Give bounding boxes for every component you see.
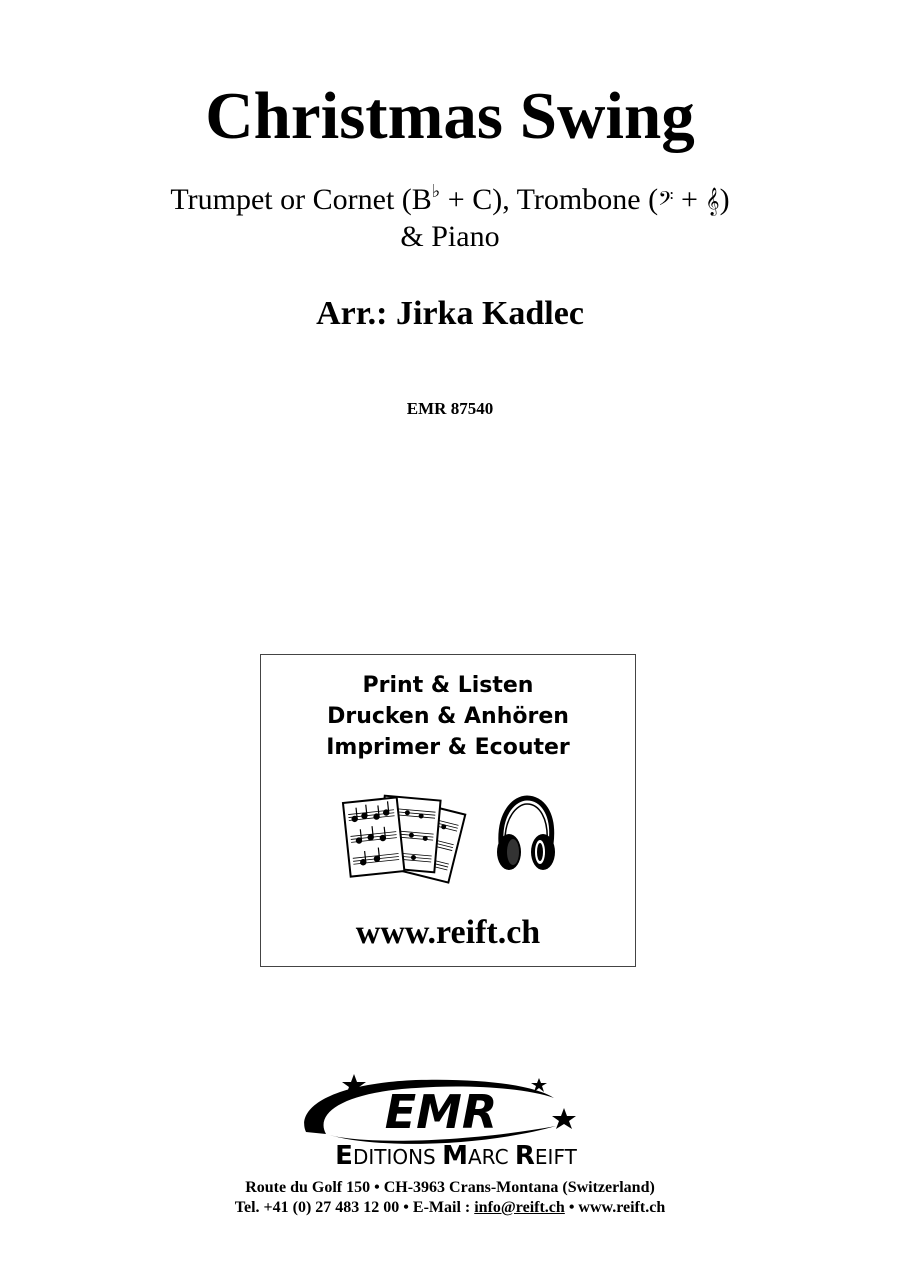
promo-box — [260, 654, 636, 967]
promo-line-french: Imprimer & Ecouter — [326, 735, 570, 760]
bass-clef-icon: 𝄢 — [658, 187, 674, 215]
instrumentation — [0, 183, 900, 254]
treble-clef-icon: 𝄞 — [705, 187, 720, 215]
contact-text: Tel. +41 (0) 27 483 12 00 • E-Mail : — [234, 1199, 475, 1216]
flat-symbol: ♭ — [431, 181, 441, 201]
plus-text: + — [673, 183, 706, 216]
catalog-number: EMR 87540 — [406, 399, 494, 418]
promo-line-english: Print & Listen — [362, 673, 534, 698]
emr-logo — [236, 1070, 676, 1170]
promo-url[interactable]: www.reift.ch — [355, 914, 541, 951]
instrumentation-text: ) — [719, 183, 730, 216]
page-title: Christmas Swing — [205, 79, 695, 153]
instrumentation-line-2: & Piano — [400, 220, 500, 253]
promo-line-german: Drucken & Anhören — [327, 704, 569, 729]
sheet-music-icon — [339, 790, 469, 885]
instrumentation-line-1 — [0, 183, 900, 220]
publisher-address: Route du Golf 150 • CH-3963 Crans-Montana (Switzerland) — [245, 1179, 655, 1196]
contact-text: • www.reift.ch — [564, 1199, 666, 1216]
instrumentation-text: + C), Trombone ( — [440, 183, 659, 216]
publisher-name: EDITIONS MARC REIFT — [335, 1141, 577, 1170]
instrumentation-text: Trumpet or Cornet (B — [170, 183, 432, 216]
publisher-contact — [0, 1198, 900, 1218]
email-link[interactable]: info@reift.ch — [474, 1199, 565, 1216]
arranger: Arr.: Jirka Kadlec — [316, 295, 584, 332]
logo-emr-text: EMR — [384, 1085, 498, 1139]
headphones-icon — [493, 794, 559, 874]
